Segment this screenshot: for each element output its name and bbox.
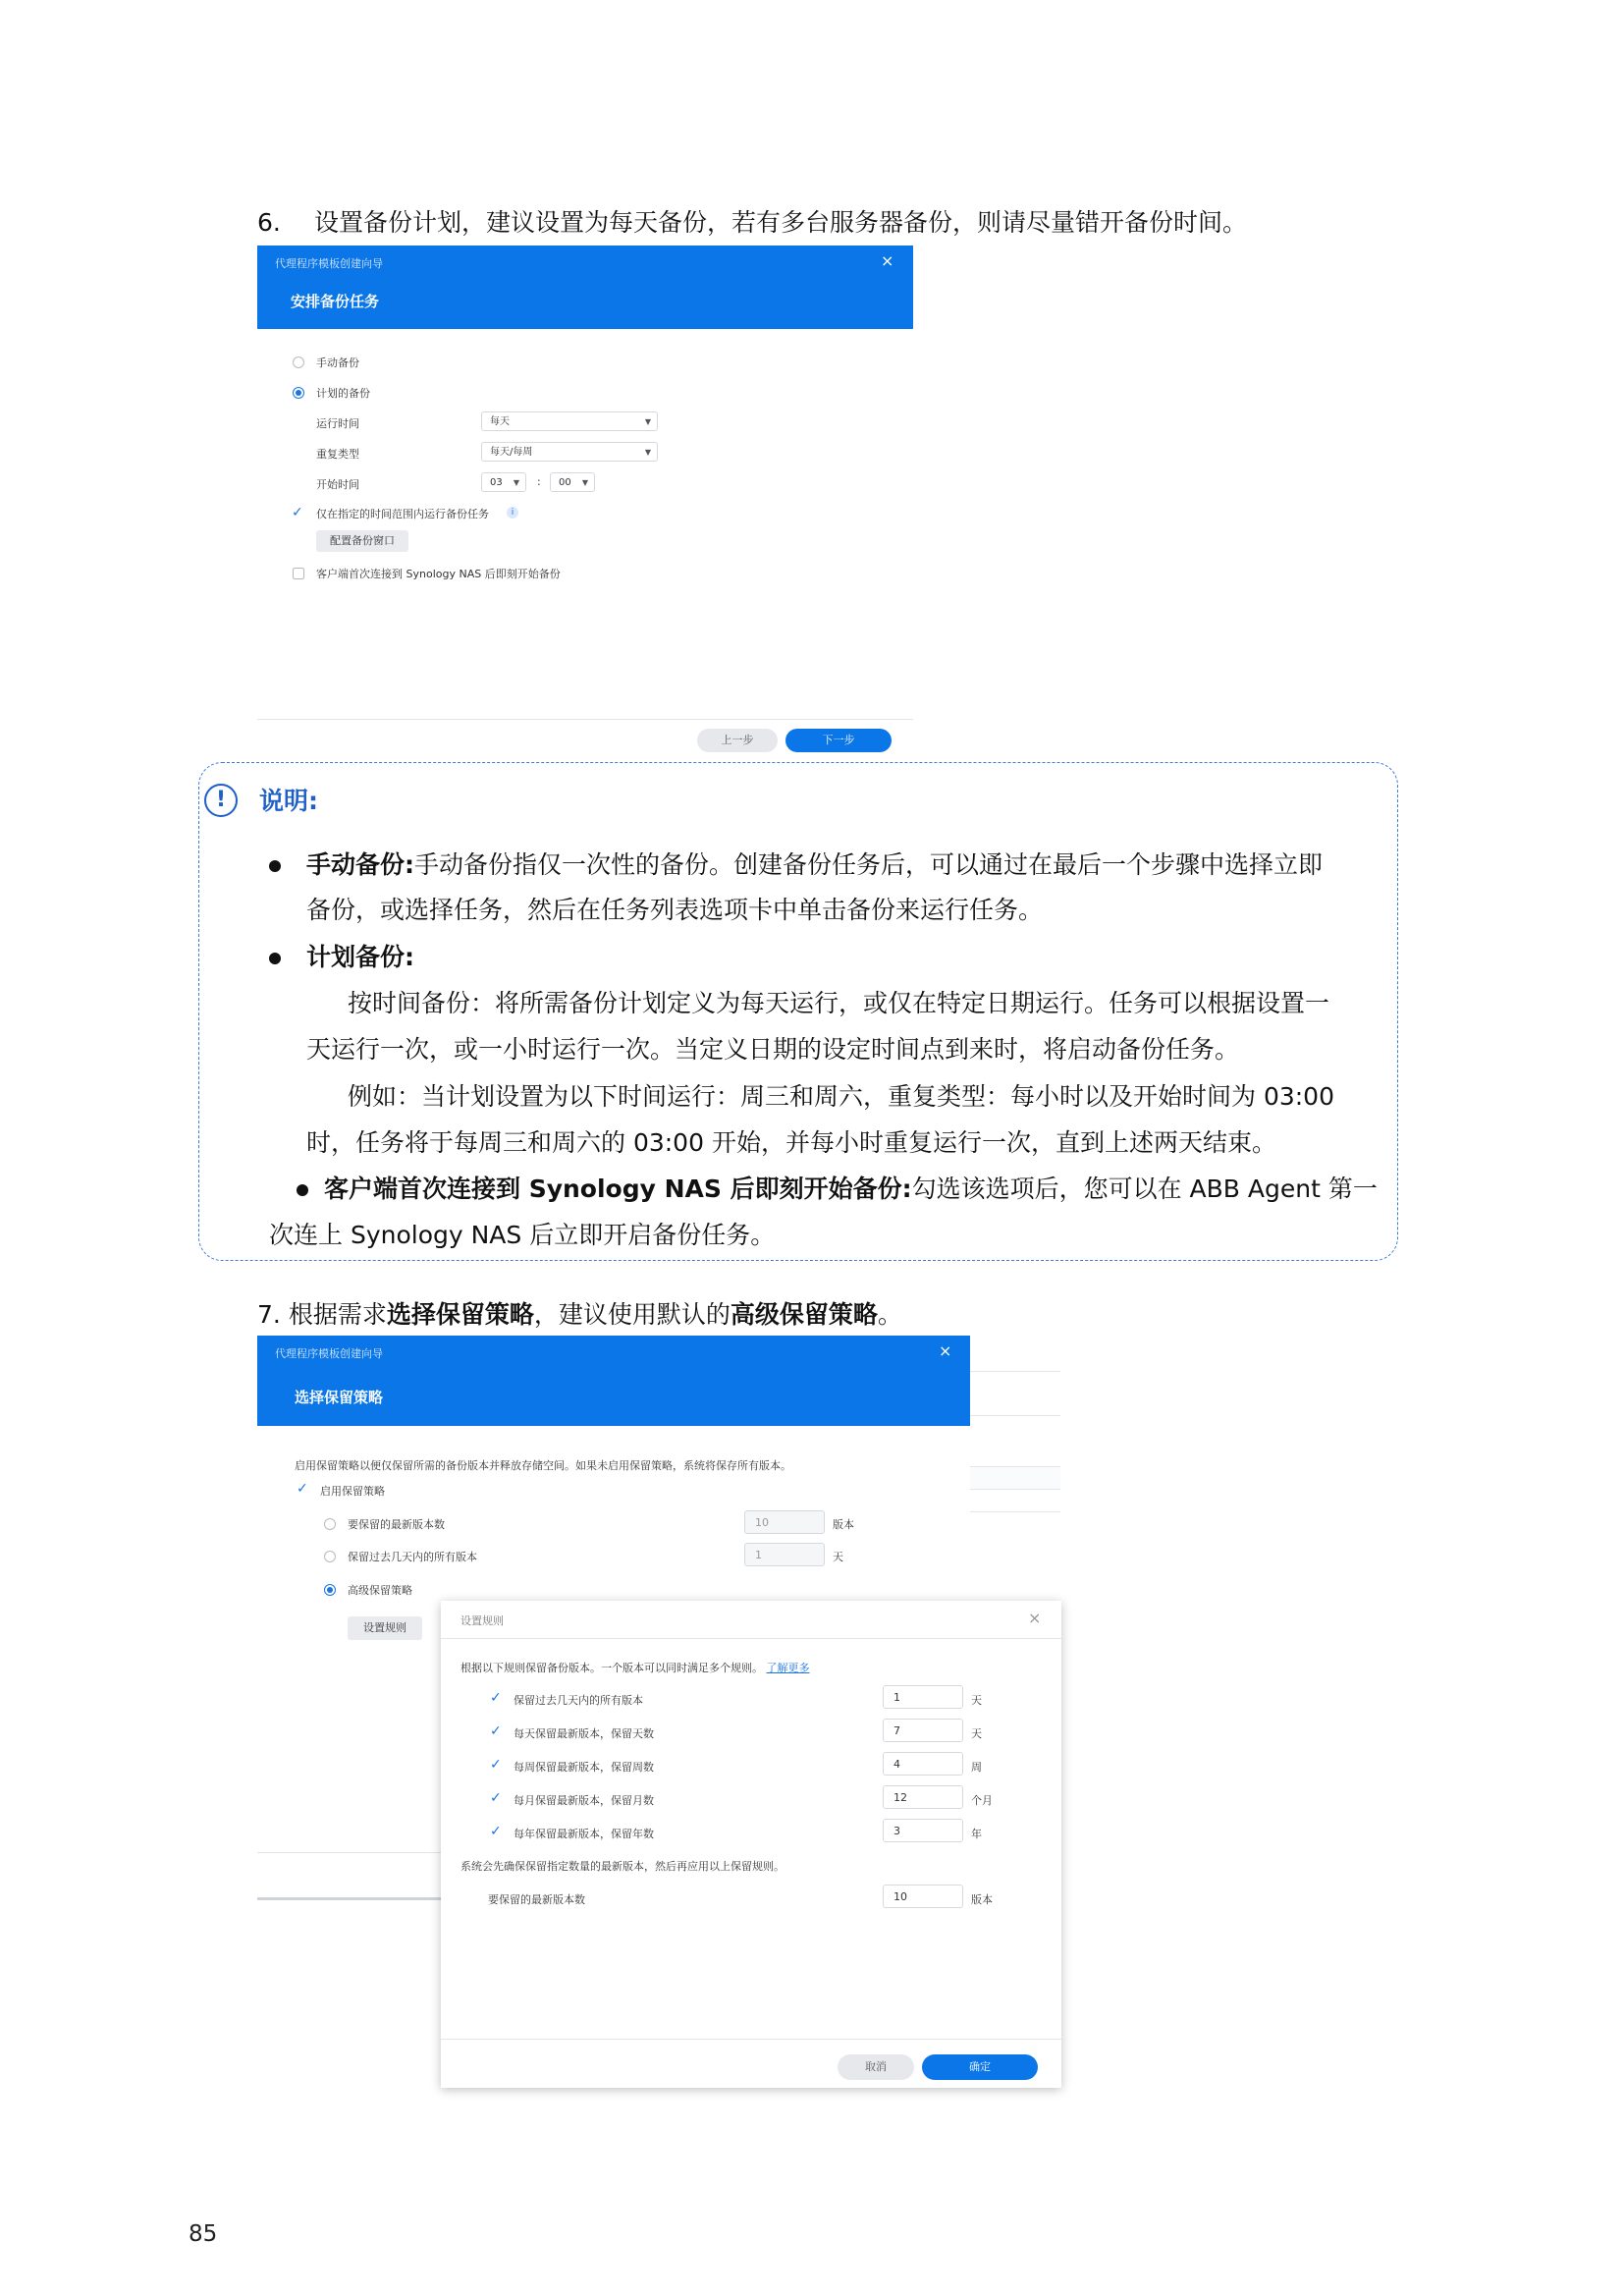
set-rules-desc-text: 根据以下规则保留备份版本。一个版本可以同时满足多个规则。 [460,1662,763,1674]
retention-description: 启用保留策略以便仅保留所需的备份版本并释放存储空间。如果未启用保留策略，系统将保存所有版本。 [295,1459,791,1472]
exclamation-icon: ! [204,784,238,817]
rule-5-unit: 年 [971,1828,982,1840]
step-7-mid: ，建议使用默认的 [533,1300,731,1329]
step-7-bold-1: 选择保留策略 [386,1300,534,1329]
rule-1-checkbox[interactable]: ✓ [490,1690,502,1706]
background-wizard-edge [970,1371,1060,1544]
keep-latest-radio[interactable] [324,1518,336,1530]
keep-days-radio[interactable] [324,1551,336,1562]
close-icon[interactable]: × [881,251,894,270]
client-first-checkbox[interactable] [293,568,304,579]
repeat-type-value: 每天/每周 [490,447,533,458]
rule-2-label: 每天保留最新版本，保留天数 [514,1727,654,1740]
keep-days-input[interactable]: 1 [744,1543,825,1566]
footer-divider [257,719,913,720]
run-time-label: 运行时间 [316,417,359,430]
keep-days-unit: 天 [833,1551,843,1563]
note-plan-p1-line1: 按时间备份：将所需备份计划定义为每天运行，或仅在特定日期运行。任务可以根据设置一 [348,989,1330,1017]
start-minute-select[interactable] [550,472,595,492]
note-plan-p1-line2: 天运行一次，或一小时运行一次。当定义日期的设定时间点到来时，将启动备份任务。 [306,1035,1240,1064]
rule-4-checkbox[interactable]: ✓ [490,1790,502,1806]
wizard-subtitle: 代理程序模板创建向导 [275,257,383,270]
manual-label: 手动备份: [306,850,414,879]
chevron-down-icon: ▼ [644,448,651,457]
step-7-post: 。 [877,1300,902,1329]
set-rules-dialog [441,1601,1061,2088]
set-rules-header-divider [441,1638,1061,1639]
rule-1-unit: 天 [971,1694,982,1707]
note-client-line2: 次连上 Synology NAS 后立即开启备份任务。 [269,1221,776,1249]
plan-label: 计划备份: [306,943,414,971]
step-6-number: 6. [257,208,281,237]
rule-1-label: 保留过去几天内的所有版本 [514,1694,643,1707]
prev-button[interactable]: 上一步 [697,729,778,752]
scheduled-backup-label: 计划的备份 [316,387,370,400]
learn-more-link[interactable]: 了解更多 [766,1662,810,1674]
step-7-number: 7. [257,1300,281,1329]
enable-retention-checkbox[interactable]: ✓ [297,1481,308,1497]
repeat-type-select[interactable] [481,442,658,462]
step-6-text: 设置备份计划，建议设置为每天备份，若有多台服务器备份，则请尽量错开备份时间。 [314,208,1248,237]
rule-3-label: 每周保留最新版本，保留周数 [514,1761,654,1774]
manual-backup-radio[interactable] [293,356,304,368]
rule-3-unit: 周 [971,1761,982,1774]
bullet-icon [269,953,281,964]
info-icon[interactable]: i [507,507,518,519]
note-manual-line1 [306,848,1323,882]
client-text-1: 勾选该选项后，您可以在 ABB Agent 第一 [911,1175,1378,1203]
close-icon[interactable]: × [1028,1609,1042,1627]
rule-4-label: 每月保留最新版本，保留月数 [514,1794,654,1807]
chevron-down-icon: ▼ [513,478,519,487]
keep-latest-label: 要保留的最新版本数 [488,1893,585,1906]
rule-3-checkbox[interactable]: ✓ [490,1757,502,1773]
chevron-down-icon: ▼ [581,478,588,487]
keep-days-label: 保留过去几天内的所有版本 [348,1551,477,1563]
bullet-icon [297,1184,308,1196]
rule-5-input[interactable]: 3 [883,1819,963,1842]
dialog-title: 安排备份任务 [291,293,380,310]
enable-retention-label: 启用保留策略 [320,1485,385,1498]
schedule-dialog [257,246,913,756]
start-hour-select[interactable] [481,472,526,492]
only-window-checkbox[interactable]: ✓ [292,505,303,520]
start-hour-value: 03 [490,477,503,488]
rule-2-unit: 天 [971,1727,982,1740]
rule-2-input[interactable]: 7 [883,1719,963,1742]
next-button[interactable]: 下一步 [785,729,892,752]
note-plan-p2-line2: 时，任务将于每周三和周六的 03:00 开始，并每小时重复运行一次，直到上述两天结束。 [306,1128,1276,1157]
manual-backup-label: 手动备份 [316,356,359,369]
manual-text-1: 手动备份指仅一次性的备份。创建备份任务后，可以通过在最后一个步骤中选择立即 [414,850,1324,879]
rule-4-unit: 个月 [971,1794,993,1807]
run-time-value: 每天 [490,416,510,427]
set-rules-title: 设置规则 [460,1614,504,1627]
rule-5-label: 每年保留最新版本，保留年数 [514,1828,654,1840]
client-first-label: 客户端首次连接到 Synology NAS 后即刻开始备份 [316,568,561,580]
rule-3-input[interactable]: 4 [883,1752,963,1776]
start-minute-value: 00 [559,477,571,488]
keep-latest-input[interactable]: 10 [883,1885,963,1908]
wizard-subtitle: 代理程序模板创建向导 [275,1347,383,1360]
keep-latest-unit: 版本 [971,1893,993,1906]
note-title: 说明: [259,787,318,815]
scheduled-backup-radio[interactable] [293,387,304,399]
ok-button[interactable]: 确定 [922,2054,1038,2080]
close-icon[interactable]: × [939,1341,952,1360]
note-plan-label [306,941,414,974]
schedule-dialog-header [257,246,913,329]
page-number: 85 [189,2221,218,2247]
config-window-button[interactable]: 配置备份窗口 [316,530,408,552]
note-client-line1 [324,1173,1378,1206]
rule-1-input[interactable]: 1 [883,1685,963,1709]
bullet-icon [269,860,281,872]
note-manual-line2: 备份，或选择任务，然后在任务列表选项卡中单击备份来运行任务。 [306,896,1044,924]
rule-4-input[interactable]: 12 [883,1785,963,1809]
retention-dialog-header [257,1336,970,1426]
set-rules-footer-divider [441,2039,1061,2040]
start-time-label: 开始时间 [316,478,359,491]
step-7-pre: 根据需求 [288,1300,387,1329]
keep-latest-input[interactable]: 10 [744,1510,825,1534]
advanced-retention-radio[interactable] [324,1584,336,1596]
run-time-select[interactable] [481,411,658,431]
chevron-down-icon: ▼ [644,417,651,426]
rule-5-checkbox[interactable]: ✓ [490,1824,502,1839]
keep-latest-label: 要保留的最新版本数 [348,1518,445,1531]
rules-order-note: 系统会先确保保留指定数量的最新版本，然后再应用以上保留规则。 [460,1860,785,1873]
note-plan-p2-line1: 例如：当计划设置为以下时间运行：周三和周六，重复类型：每小时以及开始时间为 03:00 [348,1082,1334,1111]
time-separator: : [537,475,541,488]
set-rules-button[interactable]: 设置规则 [348,1616,422,1640]
dialog-title: 选择保留策略 [295,1389,384,1406]
step-7-heading [257,1298,902,1332]
cancel-button[interactable]: 取消 [838,2054,914,2080]
repeat-type-label: 重复类型 [316,448,359,461]
advanced-retention-label: 高级保留策略 [348,1584,412,1597]
keep-latest-unit: 版本 [833,1518,854,1531]
set-rules-description [460,1660,810,1675]
rule-2-checkbox[interactable]: ✓ [490,1723,502,1739]
client-label: 客户端首次连接到 Synology NAS 后即刻开始备份: [324,1175,912,1203]
only-window-label: 仅在指定的时间范围内运行备份任务 [316,508,489,520]
step-7-bold-2: 高级保留策略 [730,1300,878,1329]
